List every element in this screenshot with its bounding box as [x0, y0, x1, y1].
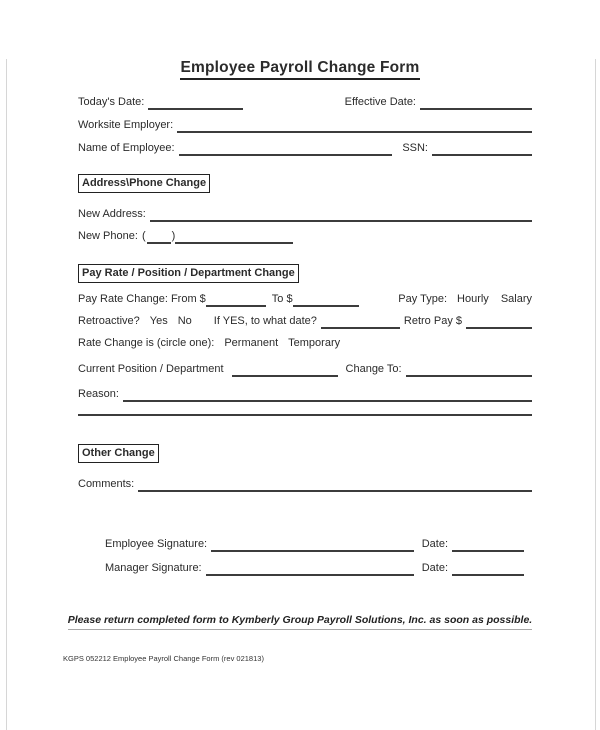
reason-label: Reason: [78, 388, 119, 400]
phone-close-paren: ) [171, 230, 176, 242]
pay-rate-from-label: Pay Rate Change: From $ [78, 293, 206, 305]
todays-date-label: Today's Date: [78, 96, 145, 108]
option-no[interactable]: No [177, 315, 192, 327]
document-page [0, 59, 600, 730]
new-address-line[interactable] [150, 209, 532, 222]
return-note: Please return completed form to Kymberly Group Payroll Solutions, Inc. as soon as possible. [68, 614, 532, 630]
employee-signature-line[interactable] [211, 539, 414, 552]
section-header-address-phone: Address\Phone Change [78, 174, 210, 193]
option-permanent[interactable]: Permanent [224, 337, 279, 349]
manager-signature-line[interactable] [206, 563, 414, 576]
option-temporary[interactable]: Temporary [288, 337, 341, 349]
worksite-employer-label: Worksite Employer: [78, 119, 174, 131]
employee-signature-label: Employee Signature: [105, 538, 208, 550]
option-salary[interactable]: Salary [500, 293, 532, 305]
section-header-other-change: Other Change [78, 444, 159, 463]
employee-name-line[interactable] [179, 143, 393, 156]
current-position-label: Current Position / Department [78, 363, 224, 375]
comments-label: Comments: [78, 478, 135, 490]
pay-to-label: To $ [271, 293, 293, 305]
retroactive-label: Retroactive? [78, 315, 140, 327]
worksite-employer-line[interactable] [177, 120, 532, 133]
phone-area-code-line[interactable] [147, 231, 171, 244]
retro-date-line[interactable] [321, 316, 400, 329]
manager-date-label: Date: [421, 562, 448, 574]
form-code: KGPS 052212 Employee Payroll Change Form (rev 021813) [63, 654, 264, 663]
manager-signature-label: Manager Signature: [105, 562, 202, 574]
option-yes[interactable]: Yes [149, 315, 168, 327]
new-phone-label: New Phone: [78, 230, 138, 242]
reason-line-2[interactable] [78, 401, 532, 416]
option-hourly[interactable]: Hourly [457, 293, 489, 305]
effective-date-label: Effective Date: [344, 96, 416, 108]
rate-change-circle-label: Rate Change is (circle one): [78, 337, 215, 349]
effective-date-line[interactable] [420, 97, 532, 110]
comments-line[interactable] [138, 479, 532, 492]
retro-pay-line[interactable] [466, 316, 532, 329]
pay-type-label: Pay Type: [398, 293, 448, 305]
employee-name-label: Name of Employee: [78, 142, 175, 154]
todays-date-line[interactable] [148, 97, 243, 110]
manager-date-line[interactable] [452, 563, 524, 576]
new-address-label: New Address: [78, 208, 146, 220]
current-position-line[interactable] [232, 364, 338, 377]
page-title: Employee Payroll Change Form [180, 59, 419, 80]
ssn-label: SSN: [402, 142, 428, 154]
phone-number-line[interactable] [175, 231, 293, 244]
if-yes-label: If YES, to what date? [213, 315, 317, 327]
employee-date-label: Date: [421, 538, 448, 550]
section-header-pay-rate: Pay Rate / Position / Department Change [78, 264, 299, 283]
pay-from-line[interactable] [206, 294, 266, 307]
phone-open-paren: ( [141, 230, 146, 242]
reason-line[interactable] [123, 389, 532, 402]
change-to-label: Change To: [345, 363, 402, 375]
pay-to-line[interactable] [293, 294, 359, 307]
ssn-line[interactable] [432, 143, 532, 156]
change-to-line[interactable] [406, 364, 532, 377]
employee-date-line[interactable] [452, 539, 524, 552]
retro-pay-label: Retro Pay $ [403, 315, 462, 327]
